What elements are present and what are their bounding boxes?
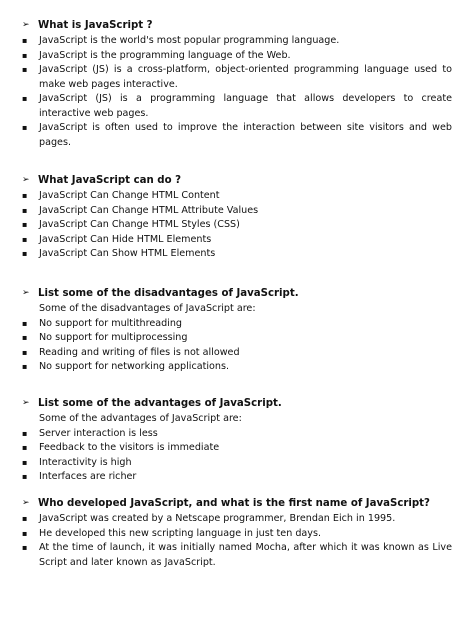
list-item — [22, 92, 452, 121]
square-bullet-icon: ▪ — [22, 36, 28, 45]
section-heading-text: What JavaScript can do ? — [38, 175, 182, 186]
section-heading-text: What is JavaScript ? — [38, 20, 153, 31]
arrow-bullet-icon: ➢ — [22, 398, 30, 408]
square-bullet-icon: ▪ — [22, 362, 28, 371]
arrow-bullet-icon: ➢ — [22, 498, 30, 508]
arrow-bullet-icon: ➢ — [22, 288, 30, 298]
list-item — [22, 49, 452, 64]
list-item — [22, 346, 452, 361]
square-bullet-icon: ▪ — [22, 318, 28, 328]
list-item-text: JavaScript was created by a Netscape programmer, Brendan Eich in 1995. — [39, 513, 396, 524]
list-item-text: JavaScript (JS) is a cross-platform, object-oriented programming language used to make web pages interactive. — [39, 64, 452, 90]
square-bullet-icon: ▪ — [22, 347, 28, 357]
list-item-text: JavaScript Can Change HTML Styles (CSS) — [39, 219, 240, 230]
list-item-text: He developed this new scripting language in just ten days. — [39, 527, 322, 539]
square-bullet-icon: ▪ — [22, 543, 28, 552]
list-item-text: Reading and writing of files is not allowed — [39, 346, 240, 358]
section-disadvantages — [22, 285, 452, 375]
list-item — [22, 204, 452, 219]
list-item-text: Feedback to the visitors is immediate — [39, 442, 220, 453]
section-what-is-javascript — [22, 17, 452, 150]
section-heading-text: List some of the disadvantages of JavaScript. — [38, 288, 299, 299]
square-bullet-icon: ▪ — [22, 514, 28, 523]
section-heading — [22, 395, 452, 412]
list-item — [22, 527, 452, 542]
list-item-text: Interactivity is high — [39, 456, 132, 468]
arrow-bullet-icon: ➢ — [22, 20, 30, 30]
section-who-developed-javascript — [22, 495, 452, 570]
section-heading — [22, 17, 452, 34]
list-item-text: No support for multithreading — [39, 317, 183, 329]
section-heading-text: List some of the advantages of JavaScript. — [38, 398, 282, 409]
square-bullet-icon: ▪ — [22, 528, 28, 538]
square-bullet-icon: ▪ — [22, 443, 28, 452]
list-item-text: JavaScript Can Change HTML Attribute Values — [39, 204, 259, 216]
list-item — [22, 331, 452, 346]
list-item-text: JavaScript is often used to improve the interaction between site visitors and web pages. — [39, 122, 452, 148]
list-item — [22, 512, 452, 527]
list-item-text: JavaScript (JS) is a programming language that allows developers to create interactive web pages. — [39, 93, 452, 119]
list-item — [22, 317, 452, 332]
list-item — [22, 247, 452, 262]
square-bullet-icon: ▪ — [22, 472, 28, 481]
section-heading — [22, 495, 452, 512]
list-item-text: JavaScript Can Change HTML Content — [39, 190, 220, 201]
list-item — [22, 470, 452, 485]
section-heading-text: Who developed JavaScript, and what is the first name of JavaScript? — [38, 498, 430, 509]
section-advantages — [22, 395, 452, 485]
list-item — [22, 427, 452, 442]
square-bullet-icon: ▪ — [22, 428, 28, 438]
list-item — [22, 541, 452, 570]
square-bullet-icon: ▪ — [22, 50, 28, 60]
list-item-text: At the time of launch, it was initially named Mocha, after which it was known as Live Script and later known as JavaScript. — [39, 542, 452, 568]
list-item-text: Server interaction is less — [39, 427, 158, 439]
square-bullet-icon: ▪ — [22, 234, 28, 244]
list-item — [22, 189, 452, 204]
list-item — [22, 360, 452, 375]
arrow-bullet-icon: ➢ — [22, 175, 30, 185]
list-item — [22, 441, 452, 456]
section-heading — [22, 285, 452, 302]
list-intro-text: Some of the disadvantages of JavaScript are: — [39, 303, 256, 314]
list-item — [22, 233, 452, 248]
list-intro-text: Some of the advantages of JavaScript are: — [39, 413, 242, 424]
list-item — [22, 121, 452, 150]
list-item-text: Interfaces are richer — [39, 471, 137, 482]
square-bullet-icon: ▪ — [22, 220, 28, 229]
list-item — [22, 218, 452, 233]
list-item — [22, 63, 452, 92]
list-item-text: JavaScript is the world's most popular programming language. — [39, 35, 340, 46]
list-item-text: JavaScript Can Hide HTML Elements — [39, 233, 212, 245]
section-heading — [22, 172, 452, 189]
section-what-javascript-can-do — [22, 172, 452, 262]
list-intro — [22, 302, 452, 317]
list-intro — [22, 412, 452, 427]
square-bullet-icon: ▪ — [22, 191, 28, 200]
square-bullet-icon: ▪ — [22, 333, 28, 342]
square-bullet-icon: ▪ — [22, 94, 28, 103]
list-item — [22, 34, 452, 49]
list-item-text: No support for networking applications. — [39, 361, 230, 372]
list-item-text: JavaScript Can Show HTML Elements — [39, 248, 216, 259]
square-bullet-icon: ▪ — [22, 205, 28, 215]
square-bullet-icon: ▪ — [22, 457, 28, 467]
square-bullet-icon: ▪ — [22, 65, 28, 74]
square-bullet-icon: ▪ — [22, 249, 28, 258]
square-bullet-icon: ▪ — [22, 123, 28, 132]
list-item-text: No support for multiprocessing — [39, 332, 188, 343]
list-item — [22, 456, 452, 471]
list-item-text: JavaScript is the programming language of the Web. — [39, 49, 291, 61]
